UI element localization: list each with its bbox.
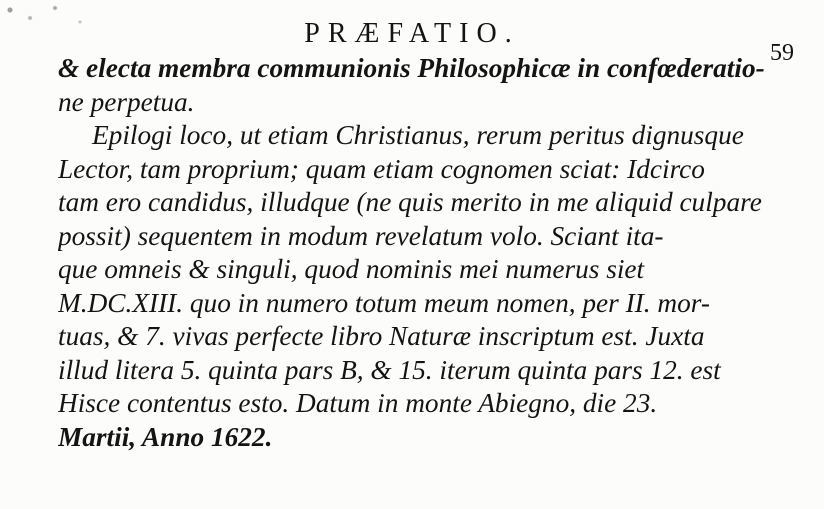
text-line-12: Martii, Anno 1622. bbox=[58, 421, 273, 452]
text-line-8: M.DC.XIII. quo in numero totum meum nomen, per II. mor- bbox=[58, 287, 710, 318]
text-line-10: illud litera 5. quinta pars B, & 15. iterum quinta pars 12. est bbox=[58, 354, 721, 385]
body-text bbox=[58, 52, 800, 454]
text-line-3: Epilogi loco, ut etiam Christianus, rerum peritus dignusque bbox=[92, 120, 744, 150]
text-line-7: que omneis & singuli, quod nominis mei numerus siet bbox=[58, 254, 645, 284]
text-line-5: tam ero candidus, illudque (ne quis merito in me aliquid culpare bbox=[58, 187, 762, 217]
text-line-4: Lector, tam proprium; quam etiam cognomen sciat: Idcirco bbox=[58, 153, 705, 184]
text-line-6: possit) sequentem in modum revelatum volo. Sciant ita- bbox=[58, 220, 664, 251]
text-line-11: Hisce contentus esto. Datum in monte Abiegno, die 23. bbox=[58, 388, 658, 418]
running-head: PRÆFATIO. bbox=[304, 18, 520, 49]
text-line-9: tuas, & 7. vivas perfecte libro Naturæ inscriptum est. Juxta bbox=[58, 321, 705, 351]
text-line-2: ne perpetua. bbox=[58, 86, 195, 117]
page-number: 59 bbox=[770, 40, 794, 66]
text-line-1: & electa membra communionis Philosophicæ in confœderatio- bbox=[58, 53, 765, 83]
